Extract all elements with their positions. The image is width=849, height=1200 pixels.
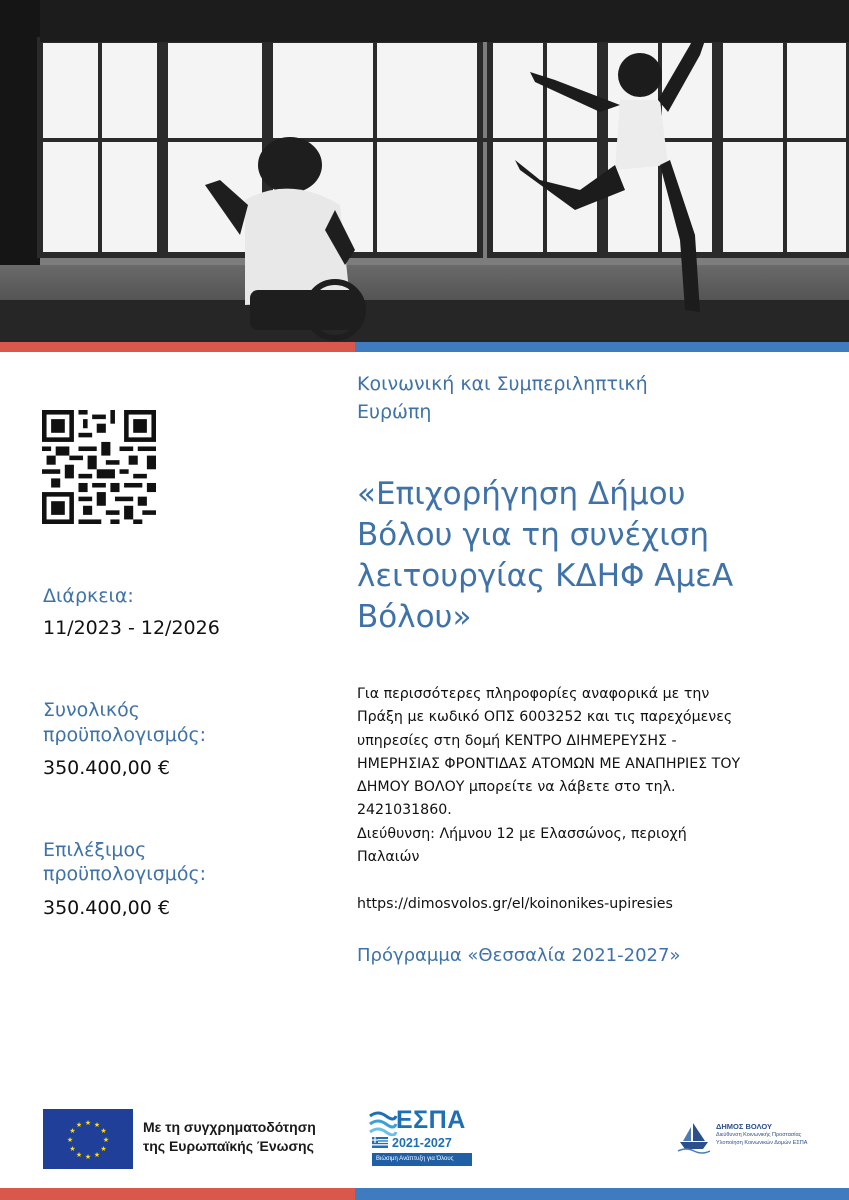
contact-info	[357, 683, 807, 869]
svg-text:★: ★	[66, 1136, 74, 1144]
svg-text:★: ★	[100, 1145, 107, 1153]
info-line: Παλαιών	[357, 849, 420, 866]
dancers-image	[0, 0, 849, 342]
eu-stars-icon	[43, 1109, 133, 1169]
espa-wave-icon	[368, 1108, 398, 1136]
espa-logo	[368, 1106, 472, 1168]
dimos-subtitle: Υλοποίηση Κοινωνικών Δομών ΕΣΠΑ	[716, 1140, 808, 1146]
espa-years: 2021-2027	[392, 1136, 452, 1150]
project-title	[357, 474, 817, 638]
dimos-name: ΔΗΜΟΣ ΒΟΛΟΥ	[716, 1122, 772, 1131]
info-line: Διεύθυνση: Λήμνου 12 με Ελασσώνος, περιοχή	[357, 825, 687, 842]
svg-text:★: ★	[75, 1121, 83, 1129]
info-line: Για περισσότερες πληροφορίες αναφορικά με την	[357, 686, 710, 702]
dimos-department: Διεύθυνση Κοινωνικής Προστασίας	[716, 1132, 802, 1138]
info-line: ΗΜΕΡΗΣΙΑΣ ΦΡΟΝΤΙΔΑΣ ΑΤΟΜΩΝ ΜΕ ΑΝΑΠΗΡΙΕΣ ΤΟΥ	[357, 755, 741, 772]
title-line: λειτουργίας ΚΔΗΦ ΑμεΑ	[357, 558, 734, 594]
svg-text:★: ★	[69, 1127, 76, 1135]
subtitle-line: Ευρώπη	[357, 401, 432, 423]
title-line: Βόλου για τη συνέχιση	[357, 517, 709, 553]
info-line: ΔΗΜΟΥ ΒΟΛΟΥ μπορείτε να λάβετε στο τηλ.	[357, 779, 676, 796]
duration-label: Διάρκεια:	[43, 585, 134, 607]
svg-text:★: ★	[93, 1121, 101, 1129]
svg-text:★: ★	[75, 1151, 83, 1159]
total-budget-value: 350.400,00 €	[43, 757, 170, 779]
info-line: Πράξη με κωδικό ΟΠΣ 6003252 και τις παρεχόμενες	[357, 709, 733, 726]
eu-flag-logo	[43, 1109, 133, 1169]
greek-flag-icon	[372, 1137, 388, 1148]
info-line: υπηρεσίες στη δομή ΚΕΝΤΡΟ ΔΙΗΜΕΡΕΥΣΗΣ -	[357, 732, 677, 749]
svg-text:★: ★	[69, 1145, 76, 1153]
bottom-accent-stripe	[0, 1188, 849, 1200]
program-name: Πρόγραμμα «Θεσσαλία 2021-2027»	[357, 945, 681, 966]
espa-slogan: Βιώσιμη Ανάπτυξη για Όλους	[376, 1156, 454, 1162]
title-line: Βόλου»	[357, 599, 472, 635]
eligible-budget-value: 350.400,00 €	[43, 897, 170, 919]
title-line: «Επιχορήγηση Δήμου	[357, 476, 686, 512]
svg-text:★: ★	[102, 1136, 110, 1144]
dimos-volou-logo	[676, 1116, 821, 1156]
info-line: 2421031860.	[357, 802, 452, 819]
espa-title: ΕΣΠΑ	[396, 1106, 466, 1134]
eu-text-line: Με τη συγχρηματοδότηση	[143, 1119, 316, 1135]
program-subtitle	[357, 370, 777, 426]
duration-value: 11/2023 - 12/2026	[43, 617, 220, 639]
hero-photo	[0, 0, 849, 342]
eligible-budget-label-line1: Επιλέξιμος	[43, 839, 147, 861]
qr-code[interactable]	[42, 410, 156, 524]
svg-text:★: ★	[84, 1153, 92, 1161]
svg-text:★: ★	[84, 1119, 92, 1127]
ship-icon	[676, 1118, 712, 1154]
svg-text:★: ★	[93, 1151, 101, 1159]
eu-text-line: της Ευρωπαϊκής Ένωσης	[143, 1138, 314, 1154]
website-link[interactable]: https://dimosvolos.gr/el/koinonikes-upiresies	[357, 896, 673, 912]
eligible-budget-label-line2: προϋπολογισμός:	[43, 863, 207, 885]
total-budget-label-line1: Συνολικός	[43, 699, 140, 721]
eu-cofunding-text	[143, 1118, 363, 1156]
total-budget-label-line2: προϋπολογισμός:	[43, 724, 207, 746]
subtitle-line: Κοινωνική και Συμπεριληπτική	[357, 373, 648, 395]
svg-text:★: ★	[100, 1127, 107, 1135]
top-accent-stripe	[0, 342, 849, 352]
